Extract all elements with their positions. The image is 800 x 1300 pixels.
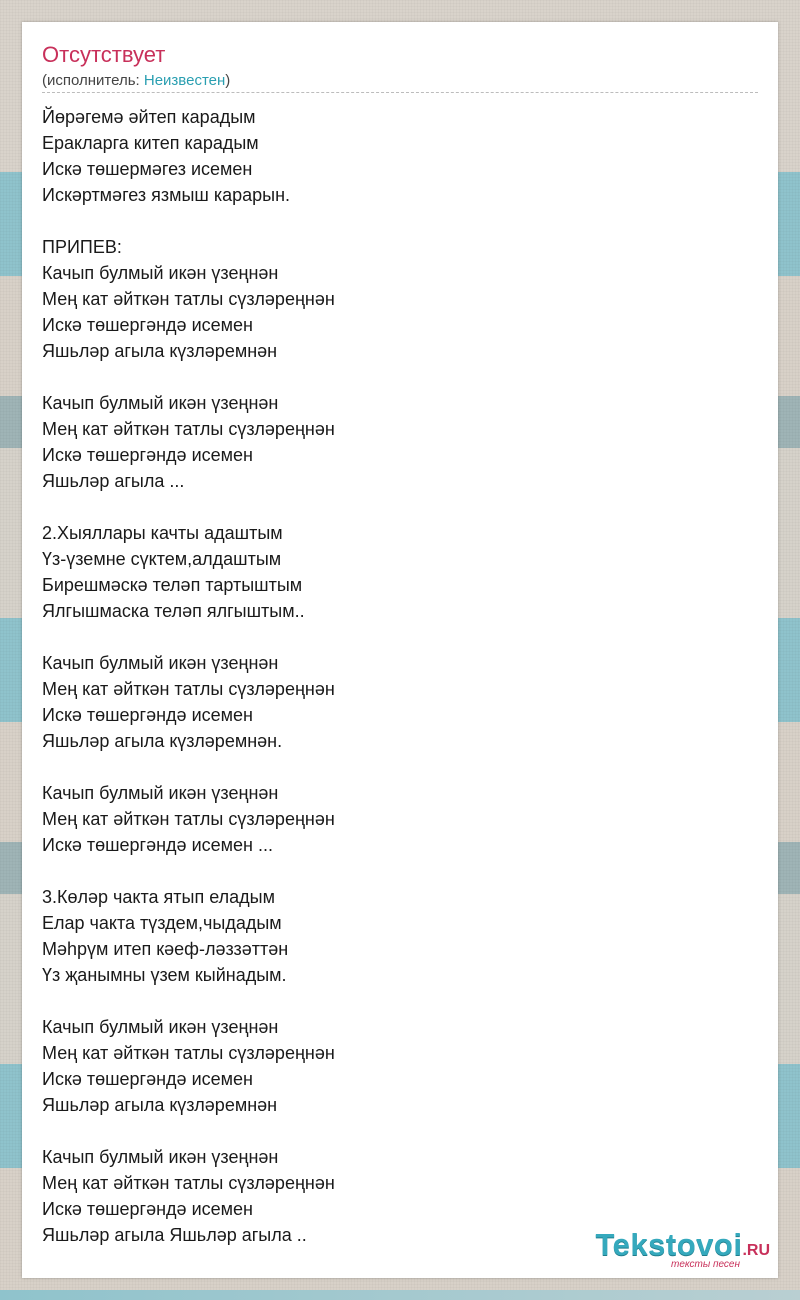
lyric-line: Мең кат әйткән татлы сүзләреңнән bbox=[42, 679, 335, 699]
lyric-line: Мең кат әйткән татлы сүзләреңнән bbox=[42, 809, 335, 829]
bottom-stripe bbox=[0, 1290, 800, 1300]
lyric-line: Искә төшергәндә исемен bbox=[42, 315, 253, 335]
lyric-line: Яшьләр агыла ... bbox=[42, 471, 185, 491]
artist-prefix: (исполнитель: bbox=[42, 72, 144, 89]
dashed-divider bbox=[42, 92, 758, 93]
lyric-line: Яшьләр агыла күзләремнән bbox=[42, 1095, 278, 1115]
lyric-line: Искә төшергәндә исемен bbox=[42, 445, 253, 465]
lyric-line: 2.Хыяллары качты адаштым bbox=[42, 523, 283, 543]
artist-suffix: ) bbox=[225, 72, 231, 89]
lyric-line: Искә төшергәндә исемен bbox=[42, 705, 253, 725]
lyric-line: Бирешмәскә теләп тартыштым bbox=[42, 575, 303, 595]
lyric-line: 3.Көләр чакта ятып еладым bbox=[42, 887, 275, 907]
lyric-line: Елар чакта түздем,чыдадым bbox=[42, 913, 282, 933]
lyric-line: Качып булмый икән үзеңнән bbox=[42, 653, 279, 673]
lyric-line: Искә төшергәндә исемен bbox=[42, 1199, 253, 1219]
lyric-line: Йөрәгемә әйтеп карадым bbox=[42, 107, 256, 127]
logo-tagline: тексты песен bbox=[671, 1259, 740, 1270]
lyric-line: Мең кат әйткән татлы сүзләреңнән bbox=[42, 1043, 335, 1063]
site-logo[interactable] bbox=[596, 1227, 770, 1270]
lyric-line: Яшьләр агыла күзләремнән. bbox=[42, 731, 283, 751]
lyric-line: Искәртмәгез язмыш карарын. bbox=[42, 185, 291, 205]
lyric-line: Үз-үземне сүктем,алдаштым bbox=[42, 549, 282, 569]
lyric-line: Искә төшергәндә исемен ... bbox=[42, 835, 273, 855]
lyric-line: Мең кат әйткән татлы сүзләреңнән bbox=[42, 419, 335, 439]
logo-wordmark: Tekstovoi bbox=[595, 1227, 743, 1262]
logo-tld: .RU bbox=[742, 1242, 770, 1259]
lyric-line: Яшьләр агыла күзләремнән bbox=[42, 341, 278, 361]
lyric-line: Искә төшергәндә исемен bbox=[42, 1069, 253, 1089]
lyric-line: Мең кат әйткән татлы сүзләреңнән bbox=[42, 1173, 335, 1193]
lyric-line: Үз җанымны үзем кыйнадым. bbox=[42, 965, 287, 985]
lyric-line: Еракларга китеп карадым bbox=[42, 133, 259, 153]
lyric-line: Качып булмый икән үзеңнән bbox=[42, 1147, 279, 1167]
lyric-line: Качып булмый икән үзеңнән bbox=[42, 263, 279, 283]
lyrics-text bbox=[42, 104, 335, 1248]
lyric-line: Качып булмый икән үзеңнән bbox=[42, 393, 279, 413]
lyric-line: Искә төшермәгез исемен bbox=[42, 159, 253, 179]
artist-line bbox=[42, 72, 230, 89]
song-title: Отсутствует bbox=[42, 42, 166, 67]
lyric-line: Мәһрүм итеп кәеф-ләззәттән bbox=[42, 939, 289, 959]
lyric-line: Мең кат әйткән татлы сүзләреңнән bbox=[42, 289, 335, 309]
artist-link[interactable]: Неизвестен bbox=[143, 72, 226, 89]
lyric-line: Качып булмый икән үзеңнән bbox=[42, 783, 279, 803]
lyric-line: Качып булмый икән үзеңнән bbox=[42, 1017, 279, 1037]
lyric-line: Яшьләр агыла Яшьләр агыла .. bbox=[42, 1225, 307, 1245]
lyric-line: Ялгышмаска теләп ялгыштым.. bbox=[42, 601, 305, 621]
lyric-line: ПРИПЕВ: bbox=[42, 237, 122, 257]
lyrics-card bbox=[22, 22, 778, 1278]
